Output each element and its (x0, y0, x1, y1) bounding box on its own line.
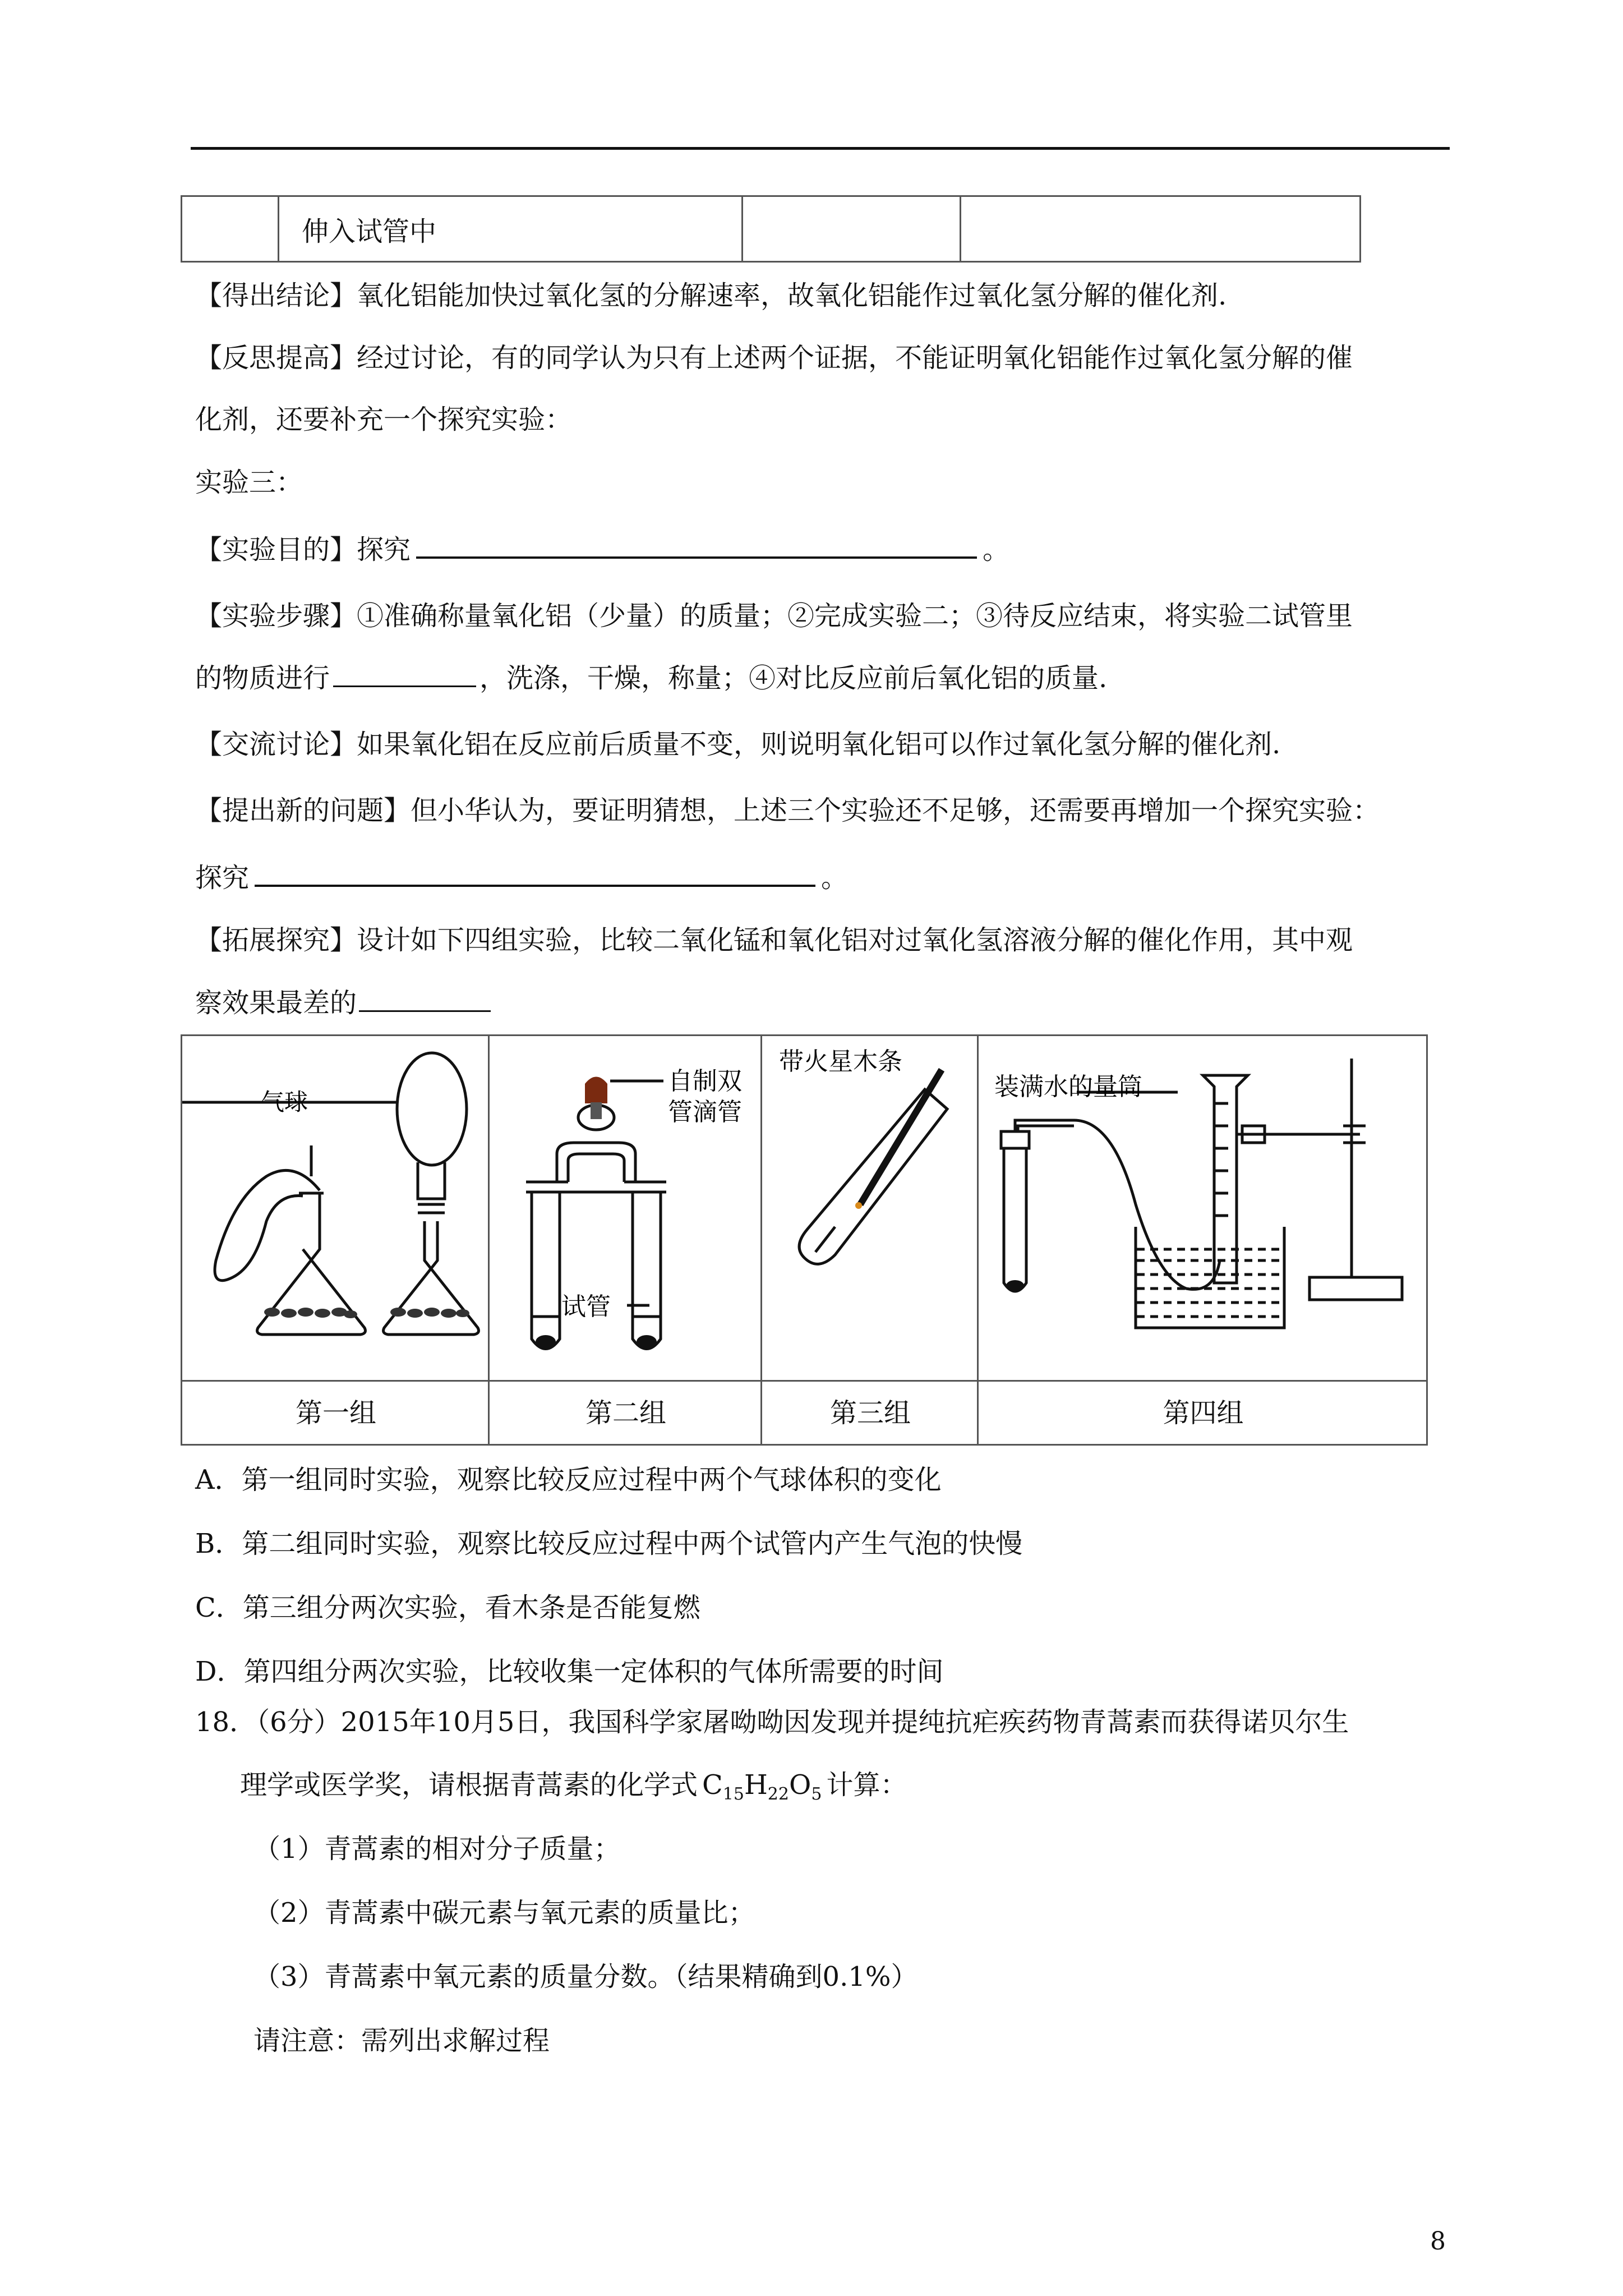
caption-group-1: 第一组 (295, 1397, 376, 1429)
option-a: A．第一组同时实验，观察比较反应过程中两个气球体积的变化 (195, 1464, 942, 1496)
purpose-suffix: 。 (983, 534, 1010, 565)
table-cell-empty (743, 196, 961, 262)
experiment-3-heading: 实验三： (195, 467, 303, 498)
caption-group-2: 第二组 (585, 1397, 666, 1429)
question-18-line-2 (240, 1768, 907, 1811)
table-cell-text: 伸入试管中 (279, 196, 743, 262)
steps-line-2 (195, 661, 1107, 695)
extend-prefix: 察效果最差的 (195, 987, 357, 1019)
option-c: C．第三组分两次实验，看木条是否能复燃 (195, 1592, 700, 1623)
steps-text-1: 【实验步骤】①准确称量氧化铝（少量）的质量；②完成实验二；③待反应结束，将实验二试管里 (195, 600, 1353, 632)
caption-group-4: 第四组 (1163, 1397, 1244, 1429)
new-question-suffix: 。 (821, 862, 849, 894)
chemical-formula: $C_{15}H_{22}O_5$ (702, 1769, 822, 1804)
question-18-line-1: 18．（6分）2015年10月5日，我国科学家屠呦呦因发现并提纯抗疟疾药物青蒿素而获得诺贝尔生 (195, 1706, 1349, 1738)
table-cell-empty (182, 196, 279, 262)
group-3-diagram (762, 1036, 977, 1379)
question-18-sub-1: （1）青蒿素的相对分子质量； (253, 1833, 621, 1865)
test-tube-label: 试管 (561, 1292, 611, 1321)
new-question-prefix: 探究 (195, 862, 250, 894)
question-18-suffix: 计算： (826, 1769, 907, 1801)
question-18-note: 请注意：需列出求解过程 (253, 2025, 550, 2056)
question-18-prefix: 理学或医学奖，请根据青蒿素的化学式 (240, 1769, 698, 1801)
question-18-sub-2: （2）青蒿素中碳元素与氧元素的质量比； (253, 1897, 755, 1929)
table-cell-empty (961, 196, 1361, 262)
new-question-line-2 (195, 860, 848, 895)
header-rule (191, 147, 1450, 150)
question-18-sub-3: （3）青蒿素中氧元素的质量分数。（结果精确到0.1%） (253, 1961, 918, 1993)
group-4-diagram (979, 1036, 1426, 1379)
purpose-answer-blank[interactable] (416, 532, 977, 559)
continued-table (181, 195, 1361, 263)
steps-suffix: ，洗涤，干燥，称量；④对比反应前后氧化铝的质量. (479, 662, 1108, 694)
option-d: D．第四组分两次实验，比较收集一定体积的气体所需要的时间 (195, 1656, 944, 1687)
conclusion-text: 【得出结论】氧化铝能加快过氧化氢的分解速率，故氧化铝能作过氧化氢分解的催化剂. (195, 280, 1227, 311)
option-b: B．第二组同时实验，观察比较反应过程中两个试管内产生气泡的快慢 (195, 1528, 1023, 1559)
new-question-answer-blank[interactable] (255, 860, 815, 887)
page-number: 8 (1430, 2227, 1446, 2256)
discussion-text: 【交流讨论】如果氧化铝在反应前后质量不变，则说明氧化铝可以作过氧化氢分解的催化剂. (195, 729, 1281, 760)
group-1-diagram (182, 1036, 488, 1379)
reflect-text-1: 【反思提高】经过讨论，有的同学认为只有上述两个证据，不能证明氧化铝能作过氧化氢分解的催 (195, 342, 1353, 374)
extend-text-1: 【拓展探究】设计如下四组实验，比较二氧化锰和氧化铝对过氧化氢溶液分解的催化作用，其中观 (195, 924, 1353, 956)
steps-prefix: 的物质进行 (195, 662, 330, 694)
extend-line-2 (195, 986, 493, 1020)
cylinder-label: 装满水的量筒 (994, 1073, 1142, 1101)
balloon-label: 气球 (261, 1088, 308, 1116)
group-2-diagram (490, 1036, 760, 1379)
double-dropper-label-1: 自制双 (668, 1067, 742, 1096)
extend-answer-blank[interactable] (359, 986, 491, 1012)
reflect-text-2: 化剂，还要补充一个探究实验： (195, 404, 573, 435)
double-dropper-label-2: 管滴管 (668, 1098, 742, 1126)
experiment-figure (181, 1034, 1428, 1446)
purpose-prefix: 【实验目的】探究 (195, 534, 411, 565)
steps-answer-blank[interactable] (333, 661, 476, 687)
purpose-line (195, 532, 1009, 567)
caption-group-3: 第三组 (829, 1397, 911, 1429)
new-question-text-1: 【提出新的问题】但小华认为，要证明猜想，上述三个实验还不足够，还需要再增加一个探究实验： (195, 795, 1380, 826)
splint-label: 带火星木条 (779, 1047, 902, 1076)
